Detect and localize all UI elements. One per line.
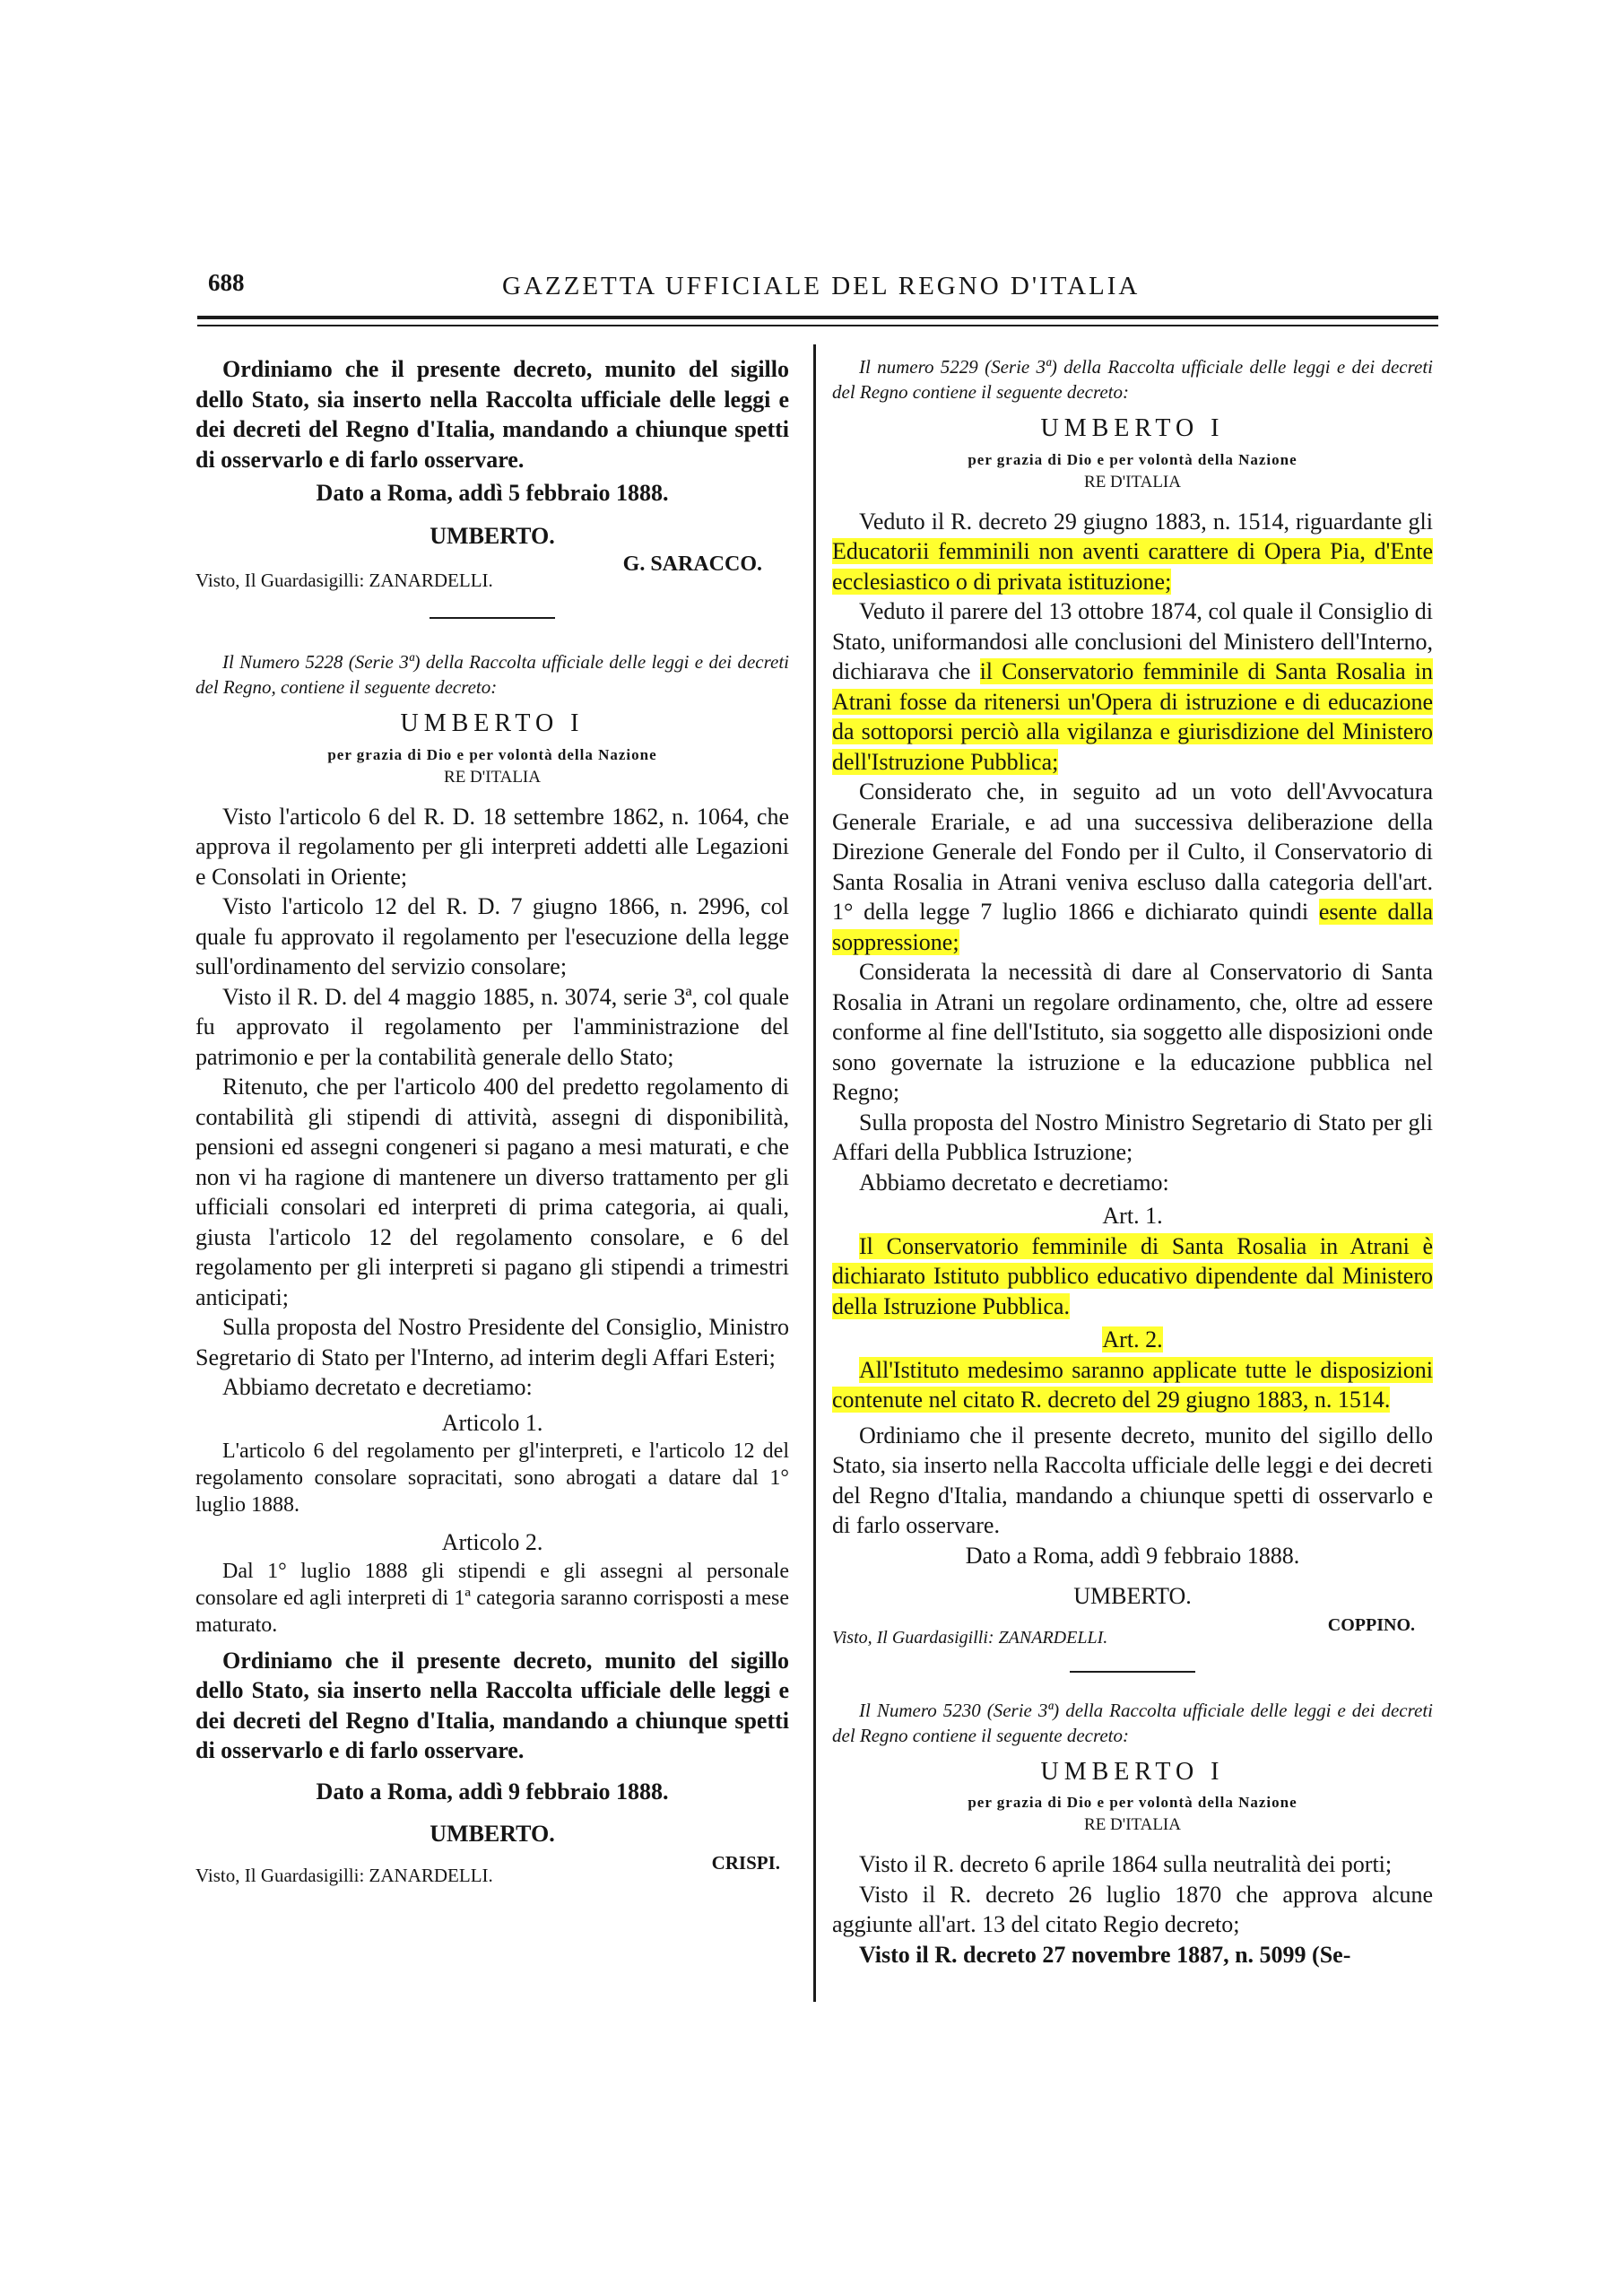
right-veduto-1-text: Veduto il R. decreto 29 giugno 1883, n. 1514, riguardante gli xyxy=(859,508,1433,535)
right-proposta-paragraph: Sulla proposta del Nostro Ministro Segretario di Stato per gli Affari della Pubblica Istruzione; xyxy=(832,1109,1433,1165)
left-article-2-heading: Articolo 2. xyxy=(441,1529,543,1555)
highlight-esente: esente dalla soppressione; xyxy=(832,899,1433,955)
left-article-2-text: Dal 1° luglio 1888 gli stipendi e gli assegni al personale consolare ed agli interpreti di 1ª categoria saranno corrisposti a mese maturato. xyxy=(195,1559,789,1637)
left-signature-row-2 xyxy=(195,1849,789,1889)
highlight-article-2: All'Istituto medesimo saranno applicate tutte le disposizioni contenute nel citato R. decreto del 29 giugno 1883, n. 1514. xyxy=(832,1356,1433,1413)
left-cosign-1: G. SARACCO. xyxy=(622,552,762,576)
left-closing-paragraph-2: Ordiniamo che il presente decreto, munito del sigillo dello Stato, sia inserto nella Raccolta ufficiale delle leggi e dei decreti del Regno d'Italia, mandando a chiunque spetti di osservarlo e di farlo osservare. xyxy=(195,1647,789,1763)
page-number: 688 xyxy=(208,269,245,296)
right-king-name-2: UMBERTO I xyxy=(1040,1757,1225,1786)
right-visto: Visto, Il Guardasigilli: ZANARDELLI. xyxy=(832,1627,1108,1648)
left-cosign-2: CRISPI. xyxy=(711,1851,780,1874)
separator-rule xyxy=(430,617,555,619)
right-veduto-paragraph-2 xyxy=(832,596,1433,777)
left-date-2: Dato a Roma, addì 9 febbraio 1888. xyxy=(316,1778,669,1805)
right-re-ditalia-2: RE D'ITALIA xyxy=(1084,1815,1181,1834)
left-visto-2: Visto, Il Guardasigilli: ZANARDELLI. xyxy=(195,1864,493,1886)
header-rule-thick xyxy=(197,316,1438,319)
left-visto-paragraph-2: Visto l'articolo 12 del R. D. 7 giugno 1866, n. 2996, col quale fu approvato il regolamento per l'esecuzione della legge sull'ordinamento del servizio consolare; xyxy=(195,893,789,979)
left-article-1-text: L'articolo 6 del regolamento per gl'interpreti, e l'articolo 12 del regolamento consolare sopracitati, sono abrogati a datare dal 1° luglio 1888. xyxy=(195,1439,789,1517)
left-ritenuto-paragraph: Ritenuto, che per l'articolo 400 del predetto regolamento di contabilità gli stipendi di attività, assegni di disponibilità, pensioni ed assegni congeneri si pagano a mesi maturati, e che non vi ha ragione di mantenere un diverso trattamento per gli ufficiali consolari ed interpreti di prima categoria, ai quali, giusta l'articolo 12 del regolamento consolare, e 6 del regolamento per gli interpreti si pagano gli stipendi a trimestri anticipati; xyxy=(195,1074,789,1310)
right-date: Dato a Roma, addì 9 febbraio 1888. xyxy=(965,1542,1300,1569)
separator-rule-right xyxy=(1070,1671,1195,1673)
right-considerato-text: Considerato che, in seguito ad un voto dell'Avvocatura Generale Erariale, e ad una successiva deliberazione della Direzione Generale del Fondo per il Culto, il Conservatorio di Santa Rosalia in Atrani veniva escluso dalla categoria dell'art. 1° della legge 7 luglio 1866 e dichiarato quindi xyxy=(832,778,1433,925)
right-veduto-2-text: Veduto il parere del 13 ottobre 1874, col quale il Consiglio di Stato, uniformandosi alle conclusioni del Ministero dell'Interno, dichiarava che xyxy=(832,598,1433,684)
right-signature-row xyxy=(832,1612,1433,1651)
right-grace-formula-2: per grazia di Dio e per volontà della Nazione xyxy=(968,1794,1298,1811)
right-decree-notice-1: Il numero 5229 (Serie 3ª) della Raccolta ufficiale delle leggi e dei decreti del Regno contiene il seguente decreto: xyxy=(832,356,1433,403)
right-signature: UMBERTO. xyxy=(1073,1583,1192,1609)
right-visto-paragraph-3: Visto il R. decreto 27 novembre 1887, n. 5099 (Se- xyxy=(859,1941,1351,1968)
right-decretiamo: Abbiamo decretato e decretiamo: xyxy=(859,1169,1169,1196)
left-signature-2: UMBERTO. xyxy=(430,1821,555,1847)
right-article-1-text xyxy=(832,1231,1433,1322)
left-proposta-paragraph: Sulla proposta del Nostro Presidente del Consiglio, Ministro Segretario di Stato per l'Interno, ad interim degli Affari Esteri; xyxy=(195,1314,789,1370)
left-column xyxy=(195,354,789,1889)
left-decree-notice: Il Numero 5228 (Serie 3ª) della Raccolta ufficiale delle leggi e dei decreti del Regno, contiene il seguente decreto: xyxy=(195,651,789,698)
left-signature-row-1 xyxy=(195,551,789,594)
left-visto-paragraph-1: Visto l'articolo 6 del R. D. 18 settembre 1862, n. 1064, che approva il regolamento per gli interpreti addetti alle Legazioni e Consolati in Oriente; xyxy=(195,803,789,890)
right-article-2-heading xyxy=(832,1325,1433,1355)
right-considerato-paragraph xyxy=(832,777,1433,957)
highlight-article-1: Il Conservatorio femminile di Santa Rosalia in Atrani è dichiarato Istituto pubblico educativo dipendente dal Ministero della Istruzione Pubblica. xyxy=(832,1232,1433,1319)
right-article-2-text xyxy=(832,1355,1433,1415)
left-decretiamo: Abbiamo decretato e decretiamo: xyxy=(222,1374,533,1400)
right-visto-paragraph-2: Visto il R. decreto 26 luglio 1870 che approva alcune aggiunte all'art. 13 del citato Regio decreto; xyxy=(832,1881,1433,1937)
highlight-conservatorio: il Conservatorio femminile di Santa Rosalia in Atrani fosse da ritenersi un'Opera di istruzione e di educazione da sottoporsi perciò alla vigilanza e giurisdizione del Ministero dell'Istruzione Pubblica; xyxy=(832,658,1433,775)
left-grace-formula: per grazia di Dio e per volontà della Nazione xyxy=(327,745,657,763)
right-considerata-paragraph: Considerata la necessità di dare al Conservatorio di Santa Rosalia in Atrani un regolare ordinamento, che, oltre ad essere conforme al fine dell'Istituto, sia soggetto alle disposizioni onde sono governate la istruzione e la educazione pubblica nel Regno; xyxy=(832,959,1433,1105)
highlight-educatorii: Educatorii femminili non aventi carattere di Opera Pia, d'Ente ecclesiastico o di privata istituzione; xyxy=(832,538,1433,595)
right-cosign: COPPINO. xyxy=(1327,1614,1415,1635)
right-king-name-1: UMBERTO I xyxy=(1040,414,1225,442)
left-visto-1: Visto, Il Guardasigilli: ZANARDELLI. xyxy=(195,570,493,591)
right-article-1-heading: Art. 1. xyxy=(1102,1203,1163,1229)
right-decree-notice-2: Il Numero 5230 (Serie 3ª) della Raccolta ufficiale delle leggi e dei decreti del Regno contiene il seguente decreto: xyxy=(832,1699,1433,1746)
left-closing-paragraph-1: Ordiniamo che il presente decreto, munito del sigillo dello Stato, sia inserto nella Raccolta ufficiale delle leggi e dei decreti del Regno d'Italia, mandando a chiunque spetti di osservarlo e di farlo osservare. xyxy=(195,356,789,473)
right-closing-paragraph: Ordiniamo che il presente decreto, munito del sigillo dello Stato, sia inserto nella Raccolta ufficiale delle leggi e dei decreti del Regno d'Italia, mandando a chiunque spetti di osservarlo e di farlo osservare. xyxy=(832,1422,1433,1538)
right-veduto-paragraph-1 xyxy=(832,507,1433,597)
right-grace-formula-1: per grazia di Dio e per volontà della Nazione xyxy=(968,450,1298,468)
page-title: GAZZETTA UFFICIALE DEL REGNO D'ITALIA xyxy=(502,272,1141,300)
right-re-ditalia-1: RE D'ITALIA xyxy=(1084,472,1181,491)
right-column xyxy=(832,354,1433,1970)
left-visto-paragraph-3: Visto il R. D. del 4 maggio 1885, n. 3074, serie 3ª, col quale fu approvato il regolamento per l'amministrazione del patrimonio e per la contabilità generale dello Stato; xyxy=(195,983,789,1070)
right-visto-paragraph-1: Visto il R. decreto 6 aprile 1864 sulla neutralità dei porti; xyxy=(859,1851,1393,1877)
left-re-ditalia: RE D'ITALIA xyxy=(444,767,541,787)
highlight-article-2-heading: Art. 2. xyxy=(1102,1326,1163,1352)
left-date-1: Dato a Roma, addì 5 febbraio 1888. xyxy=(316,480,669,506)
left-article-1-heading: Articolo 1. xyxy=(441,1409,543,1436)
column-divider xyxy=(813,344,816,2002)
left-signature-1: UMBERTO. xyxy=(430,522,555,549)
left-king-name: UMBERTO I xyxy=(400,709,585,737)
header-rule-thin xyxy=(197,325,1438,326)
